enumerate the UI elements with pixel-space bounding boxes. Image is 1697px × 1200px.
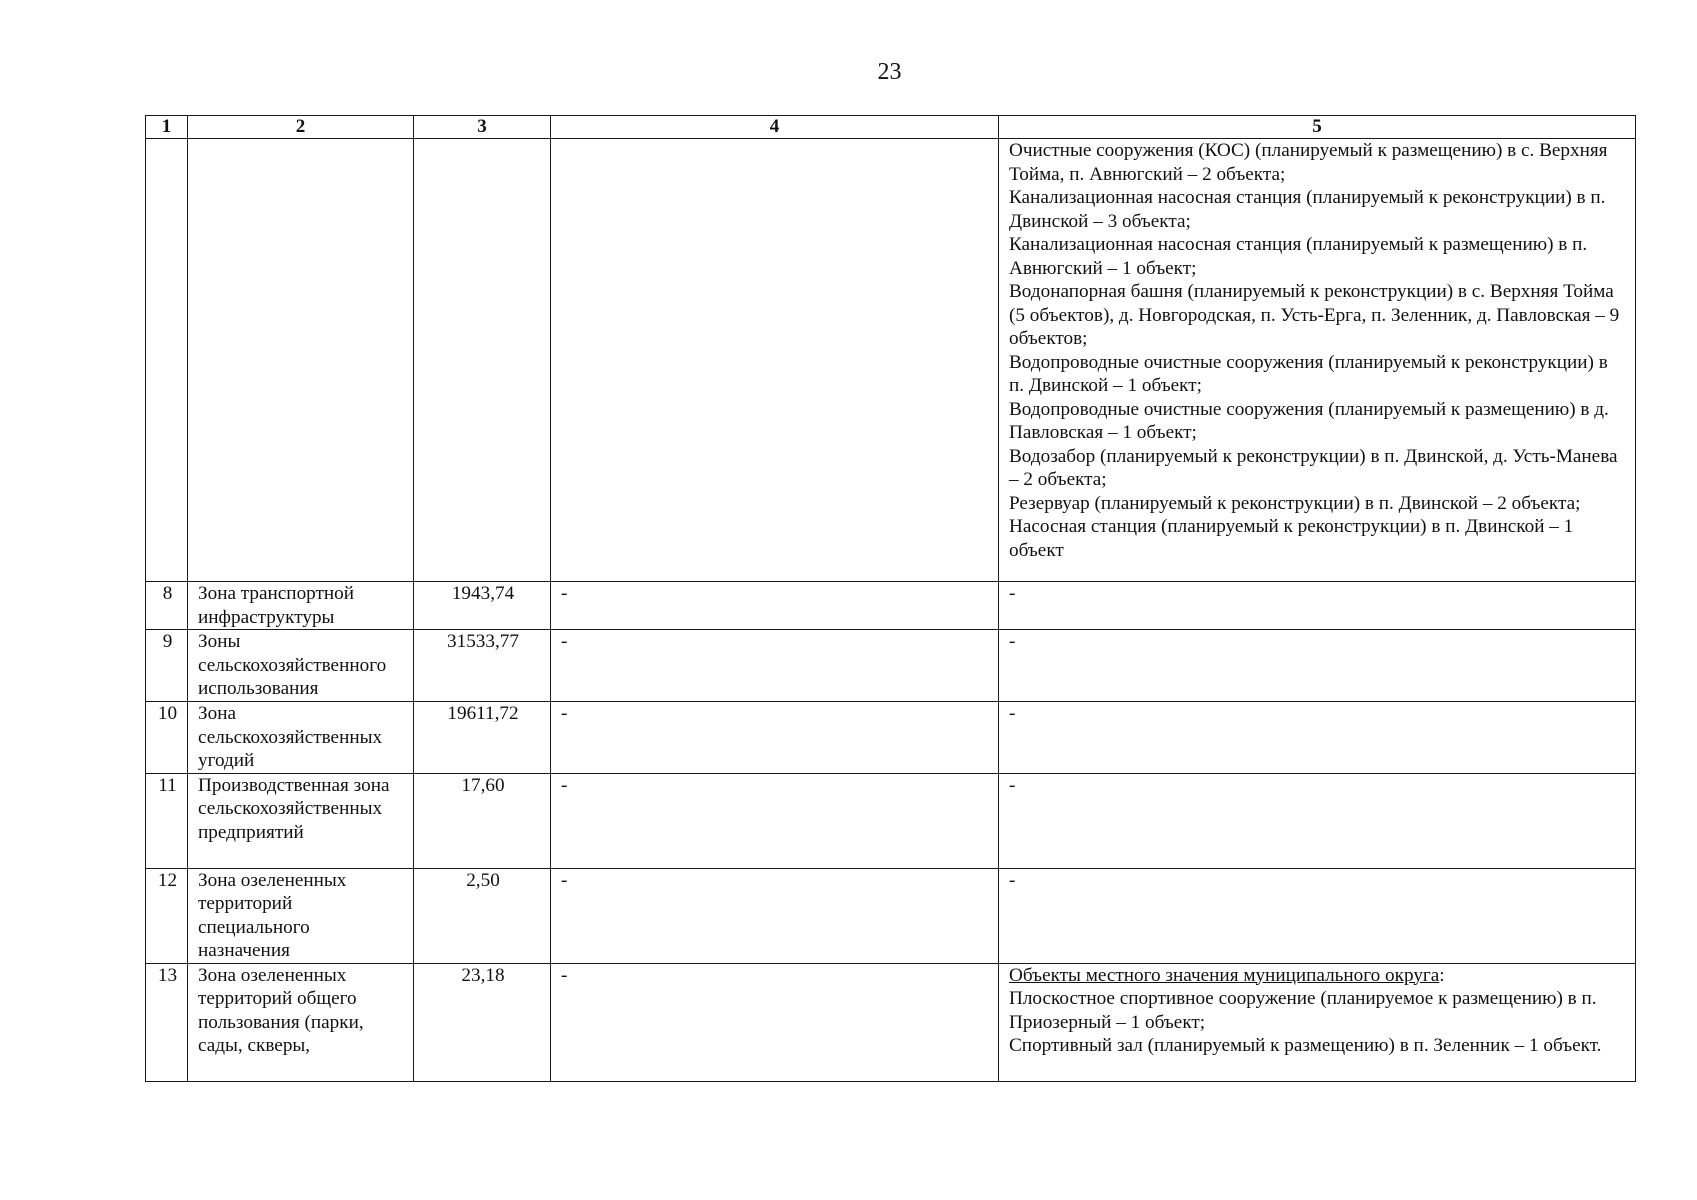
cell-num xyxy=(146,139,188,582)
cell-zone-name: Зона транспортной инфраструктуры xyxy=(188,582,414,630)
table-header-row xyxy=(146,116,1636,139)
cell-area xyxy=(414,139,551,582)
column-header-2: 2 xyxy=(188,116,414,139)
table-row xyxy=(146,868,1636,963)
object-item: Спортивный зал (планируемый к размещению) в п. Зеленник – 1 объект. xyxy=(1009,1035,1602,1056)
table-row xyxy=(146,702,1636,774)
cell-col4: - xyxy=(551,868,999,963)
cell-col5: - xyxy=(999,702,1636,774)
cell-area: 1943,74 xyxy=(414,582,551,630)
cell-area: 23,18 xyxy=(414,963,551,1081)
cell-num: 12 xyxy=(146,868,188,963)
object-item: Водопроводные очистные сооружения (планируемый к реконструкции) в п. Двинской – 1 объект; xyxy=(1009,351,1608,396)
cell-num: 9 xyxy=(146,630,188,702)
column-header-1: 1 xyxy=(146,116,188,139)
section-heading-colon: : xyxy=(1439,964,1445,986)
section-heading xyxy=(1009,964,1627,988)
section-heading-text: Объекты местного значения муниципального округа xyxy=(1009,964,1440,986)
page-number: 23 xyxy=(877,59,902,85)
cell-area: 2,50 xyxy=(414,868,551,963)
table-row xyxy=(146,773,1636,868)
table-row xyxy=(146,630,1636,702)
object-item: Насосная станция (планируемый к реконструкции) в п. Двинской – 1 объект xyxy=(1009,516,1574,561)
cell-col4 xyxy=(551,139,999,582)
object-item: Водозабор (планируемый к реконструкции) в п. Двинской, д. Усть-Манева – 2 объекта; xyxy=(1009,445,1618,490)
object-item: Водопроводные очистные сооружения (планируемый к размещению) в д. Павловская – 1 объект; xyxy=(1009,398,1609,443)
cell-col4: - xyxy=(551,963,999,1081)
cell-zone-name: Зоны сельскохозяйственного использования xyxy=(188,630,414,702)
cell-num: 13 xyxy=(146,963,188,1081)
cell-col5-objects xyxy=(999,139,1636,582)
object-item: Резервуар (планируемый к реконструкции) в п. Двинской – 2 объекта; xyxy=(1009,492,1581,514)
table-row xyxy=(146,963,1636,1081)
cell-area: 31533,77 xyxy=(414,630,551,702)
cell-col5: - xyxy=(999,773,1636,868)
cell-zone-name: Зона озелененных территорий общего пользования (парки, сады, скверы, xyxy=(188,963,414,1081)
table-row-continuation xyxy=(146,139,1636,582)
cell-col5: - xyxy=(999,582,1636,630)
cell-area: 19611,72 xyxy=(414,702,551,774)
cell-zone-name: Производственная зона сельскохозяйственных предприятий xyxy=(188,773,414,868)
object-item: Канализационная насосная станция (планируемый к реконструкции) в п. Двинской – 3 объекта; xyxy=(1009,187,1606,232)
column-header-3: 3 xyxy=(414,116,551,139)
cell-zone-name: Зона озелененных территорий специального назначения xyxy=(188,868,414,963)
object-item: Очистные сооружения (КОС) (планируемый к размещению) в с. Верхняя Тойма, п. Авнюгский – 2 объекта; xyxy=(1009,140,1608,185)
object-item: Плоскостное спортивное сооружение (планируемое к размещению) в п. Приозерный – 1 объект; xyxy=(1009,988,1597,1033)
object-item: Водонапорная башня (планируемый к реконструкции) в с. Верхняя Тойма (5 объектов), д. Новгородская, п. Усть-Ерга, п. Зеленник, д. Павловская – 9 объектов; xyxy=(1009,281,1620,349)
cell-col4: - xyxy=(551,702,999,774)
object-item: Канализационная насосная станция (планируемый к размещению) в п. Авнюгский – 1 объект; xyxy=(1009,234,1588,279)
cell-col4: - xyxy=(551,630,999,702)
zones-table xyxy=(145,115,1636,1082)
cell-col5: - xyxy=(999,630,1636,702)
table-row xyxy=(146,582,1636,630)
column-header-4: 4 xyxy=(551,116,999,139)
cell-zone-name: Зона сельскохозяйственных угодий xyxy=(188,702,414,774)
cell-col4: - xyxy=(551,773,999,868)
cell-col5: - xyxy=(999,868,1636,963)
cell-zone-name xyxy=(188,139,414,582)
cell-num: 8 xyxy=(146,582,188,630)
cell-area: 17,60 xyxy=(414,773,551,868)
cell-num: 11 xyxy=(146,773,188,868)
cell-num: 10 xyxy=(146,702,188,774)
cell-col4: - xyxy=(551,582,999,630)
column-header-5: 5 xyxy=(999,116,1636,139)
cell-col5-objects xyxy=(999,963,1636,1081)
